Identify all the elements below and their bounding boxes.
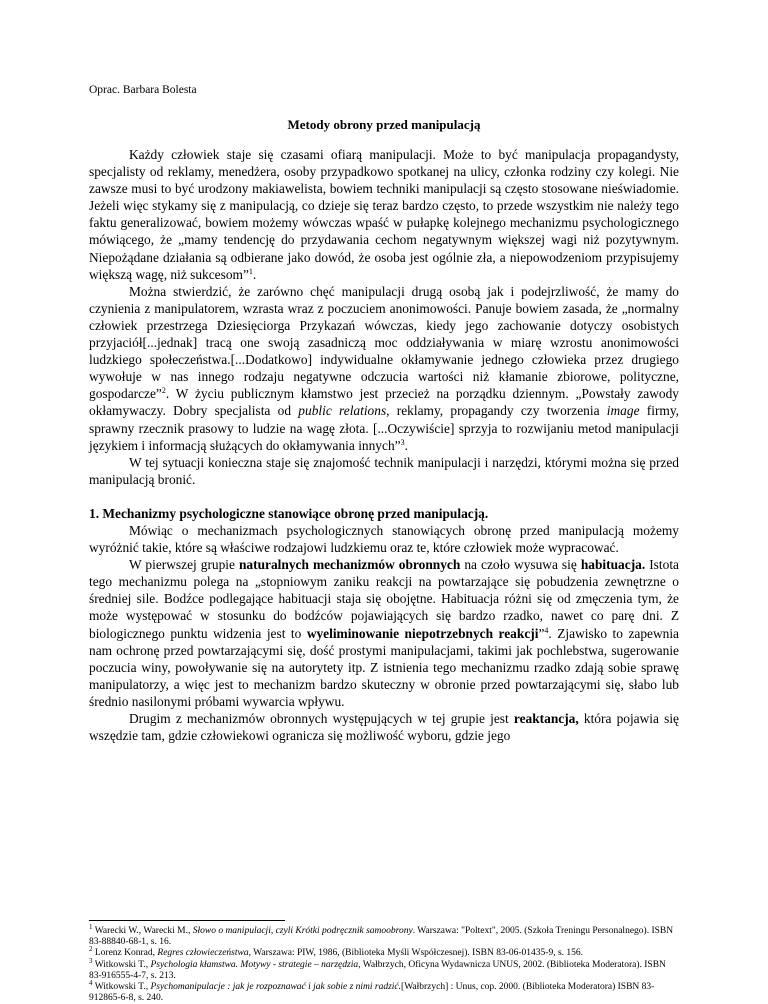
document-title: Metody obrony przed manipulacją bbox=[287, 117, 481, 132]
footnote-ref-1[interactable]: 1 bbox=[248, 266, 253, 276]
paragraph-2: Można stwierdzić, że zarówno chęć manipulacji drugą osobą jak i podejrzliwość, że mamy do czynienia z manipulatorem, wzrasta wraz z poczuciem anonimowości. Panuje bowiem zasada, że „normalny człowiek przestrzega Dziesięciorga Przykazań wówczas, kiedy jego zachowanie dotyczy osobistych przyjaciół[...jednak] tracą one swoją zasadniczą moc oddziaływania w miarę wzrostu anonimowości ludzkiego społeczeństwa.[...Dodatkowo] indywidualne okłamywanie jednego człowieka przez drugiego wywołuje w nas innego rodzaju negatywne odczucia wartości niż kłamanie zbiorowe, polityczne, gospodarcze”$^2$. W życiu publicznym kłamstwo jest przecież na porządku dziennym. „Powstały zawody okłamywaczy. Dobry specjalista od public relations, reklamy, propagandy czy tworzenia image firmy, sprawny rzecznik prasowy to ludzie na wagę złota. [...Oczywiście] sprzyja to rozwijaniu metod manipulacji językiem i informacją służących do okłamywania innych”$^3$. bbox=[89, 283, 680, 453]
footnote-3: $^3$ Witkowski T., Psychologia kłamstwa. Motywy - strategie – narzędzia, Wałbrzych, Oficyna Wydawnicza UNUS, 2002. (Biblioteka Moderatora). ISBN 83-916555-4-7, s. 213. bbox=[89, 956, 666, 981]
paragraph-3: W tej sytuacji konieczna staje się znajomość technik manipulacji i narzędzi, którymi można się przed manipulacją bronić. bbox=[89, 454, 679, 487]
footnote-ref-4[interactable]: 4 bbox=[544, 625, 549, 635]
footnotes bbox=[89, 923, 679, 1004]
section-heading: 1. Mechanizmy psychologiczne stanowiące obronę przed manipulacją. bbox=[89, 505, 489, 521]
paragraph-4: Mówiąc o mechanizmach psychologicznych stanowiących obronę przed manipulacją możemy wyróżnić takie, które są właściwe rodzajowi ludzkiemu oraz te, które człowiek może wypracować. bbox=[89, 522, 679, 556]
document-body bbox=[89, 146, 679, 744]
footnote-2: $^2$ Lorenz Konrad, Regres człowieczeństwa, Warszawa: PIW, 1986, (Biblioteka Myśli Współczesnej). ISBN 83-06-01435-9, s. 156. bbox=[89, 945, 584, 959]
footnote-separator bbox=[89, 920, 285, 921]
paragraph-5: W pierwszej grupie naturalnych mechanizmów obronnych na czoło wysuwa się habituacja. Istota tego mechanizmu polega na „stopniowym zaniku reakcji na powtarzające się pobudzenia zewnętrzne o średniej sile. Bodźce podlegające habituacji staja się obojętne. Habituacja różni się od zmęczenia tym, że może występować w stosunku do bodźców pojawiających się bardzo rzadko, nawet co parę dni. Z biologicznego punktu widzenia jest to wyeliminowanie niepotrzebnych reakcji”$^4$. Zjawisko to zapewnia nam ochronę przed powtarzającymi się, dość prostymi manipulacjami, takimi jak pochlebstwa, sugerowanie poczucia winy, powoływanie się na autorytety itp. Z istnienia tego mechanizmu rzadko zdają sobie sprawę manipulatorzy, a więc jest to mechanizm bardzo skuteczny w obronie przed powtarzającymi się, słabo lub średnio nasilonymi próbami wywarcia wpływu. bbox=[89, 557, 680, 709]
footnote-4: $^4$ Witkowski T., Psychomanipulacje : jak je rozpoznawać i jak sobie z nimi radzić.[Wałbrzych] : Unus, cop. 2000. (Biblioteka Moderatora) ISBN 83-912865-6-8, s. 240. bbox=[89, 979, 655, 1004]
footnote-ref-3[interactable]: 3 bbox=[400, 437, 405, 447]
paragraph-1: Każdy człowiek staje się czasami ofiarą manipulacji. Może to być manipulacja propagandysty, specjalisty od reklamy, menedżera, osoby przypadkowo spotkanej na ulicy, członka rodziny czy kolegi. Nie zawsze musi to być urodzony makiawelista, bowiem techniki manipulacji są często stosowane nieświadomie. Jeżeli więc stykamy się z manipulacją, co dzieje się teraz bardzo często, to przede wszystkim nie należy tego faktu generalizować, bowiem możemy wówczas wpaść w pułapkę kolejnego mechanizmu psychologicznego mówiącego, że „mamy tendencję do przydawania cechom negatywnym większej wagi niż pozytywnym. Niepożądane działania są odbierane jako dowód, że osoba jest ogólnie zła, a niepowodzeniom przypisujemy większą wagę, niż sukcesom”$^1$. bbox=[89, 147, 679, 282]
paragraph-6: Drugim z mechanizmów obronnych występujących w tej grupie jest reaktancja, która pojawia się wszędzie tam, gdzie człowiekowi ogranicza się możliwość wyboru, gdzie jego bbox=[89, 711, 679, 744]
footnote-1: $^1$ Warecki W., Warecki M., Słowo o manipulacji, czyli Krótki podręcznik samoobrony. Warszawa: "Poltext", 2005. (Szkoła Treningu Personalnego). ISBN 83-88840-68-1, s. 16. bbox=[89, 923, 674, 948]
author-line: Oprac. Barbara Bolesta bbox=[89, 84, 197, 96]
footnote-ref-2[interactable]: 2 bbox=[161, 386, 166, 396]
